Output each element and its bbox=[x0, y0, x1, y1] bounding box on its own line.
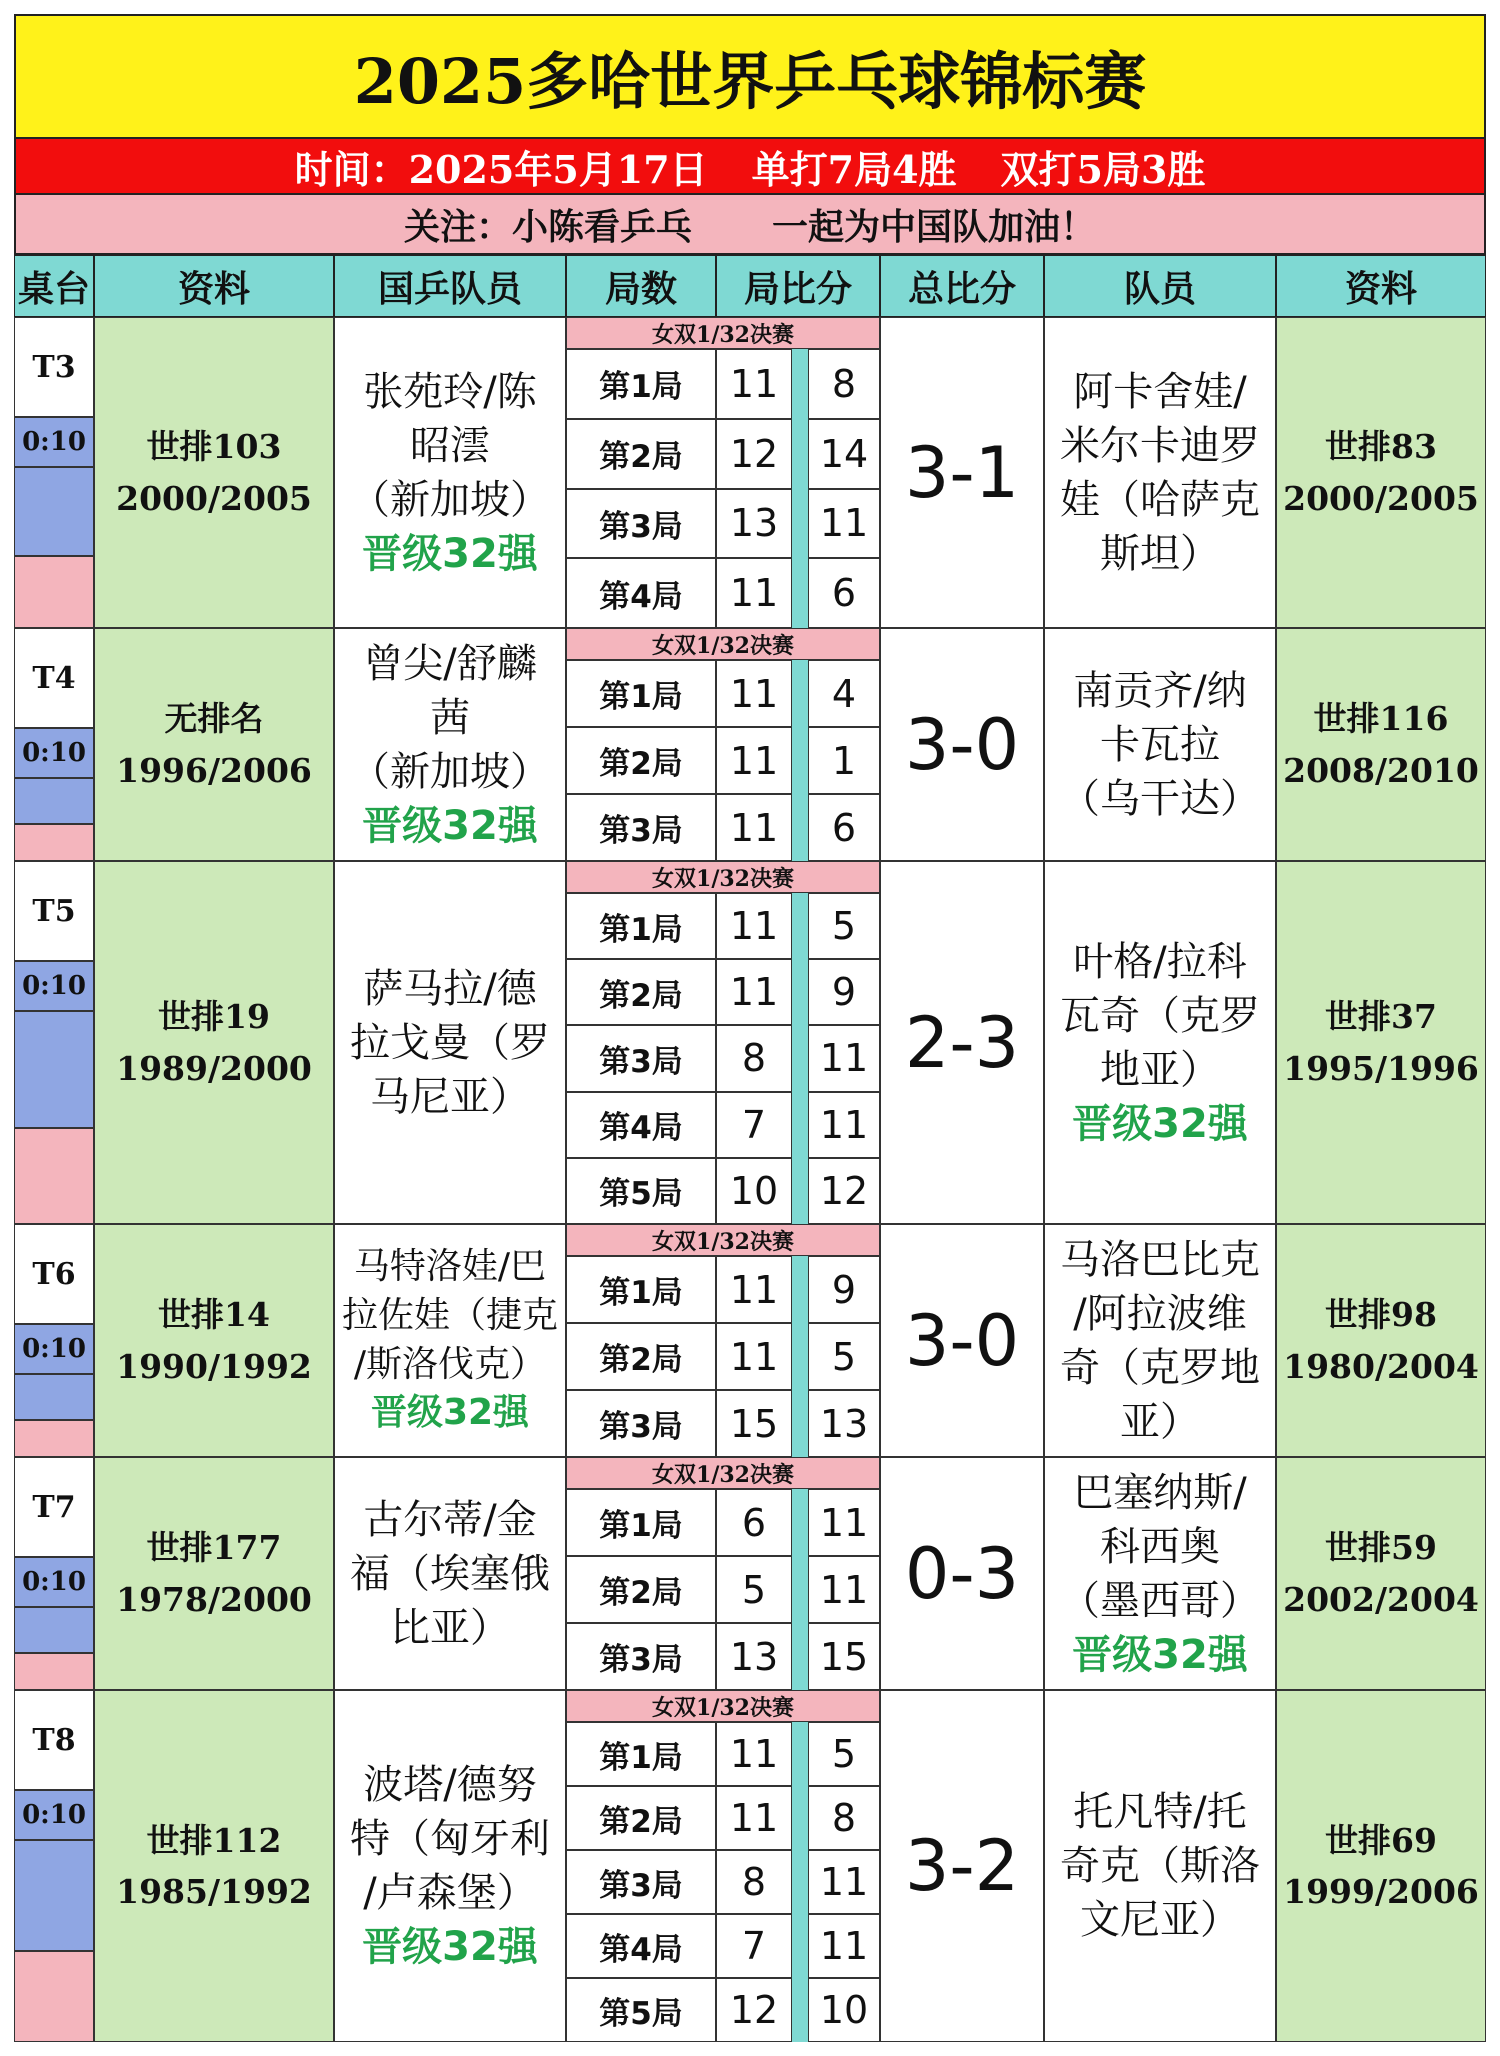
right-game-score: 14 bbox=[808, 419, 880, 489]
right-info-line: 2000/2005 bbox=[1283, 478, 1479, 518]
notice-bar bbox=[14, 195, 1486, 255]
left-info-line: 世排103 bbox=[146, 427, 282, 467]
china-players bbox=[334, 861, 566, 1224]
opponent-players bbox=[1044, 1224, 1276, 1457]
left-game-score: 5 bbox=[716, 1556, 792, 1623]
advance-badge: 晋级32强 bbox=[362, 530, 538, 577]
right-game-score: 11 bbox=[808, 1556, 880, 1623]
table-color-strip bbox=[14, 1011, 94, 1128]
china-players bbox=[334, 1224, 566, 1457]
table-number: T7 bbox=[14, 1457, 94, 1557]
right-game-score: 9 bbox=[808, 959, 880, 1025]
score-divider bbox=[792, 1722, 808, 2042]
table-number: T8 bbox=[14, 1690, 94, 1790]
total-score: 3-1 bbox=[880, 317, 1044, 628]
left-game-score: 11 bbox=[716, 1323, 792, 1390]
player-name-line: （新加坡） bbox=[350, 748, 550, 795]
right-info-line: 1995/1996 bbox=[1283, 1048, 1479, 1088]
cheer-notice: 一起为中国队加油！ bbox=[772, 206, 1097, 248]
china-players bbox=[334, 1457, 566, 1690]
right-info-line: 1980/2004 bbox=[1283, 1346, 1479, 1386]
right-ranking-info bbox=[1276, 317, 1486, 628]
player-name-line: /卢森堡） bbox=[363, 1870, 537, 1916]
total-score: 3-0 bbox=[880, 1224, 1044, 1457]
table-color-strip bbox=[14, 1374, 94, 1420]
right-game-score: 11 bbox=[808, 1914, 880, 1978]
table-color-strip bbox=[14, 824, 94, 861]
player-name-line: 托凡特/托 bbox=[1073, 1789, 1247, 1835]
right-info-line: 2008/2010 bbox=[1283, 750, 1479, 790]
table-color-strip bbox=[14, 1128, 94, 1224]
player-name-line: 特（匈牙利 bbox=[350, 1816, 550, 1862]
right-info-line: 世排59 bbox=[1325, 1528, 1437, 1568]
player-name-line: 地亚） bbox=[1100, 1046, 1220, 1093]
opponent-players bbox=[1044, 1457, 1276, 1690]
player-name-line: 卡瓦拉 bbox=[1100, 721, 1220, 768]
table-color-strip bbox=[14, 1607, 94, 1653]
left-game-score: 10 bbox=[716, 1158, 792, 1224]
opponent-players bbox=[1044, 317, 1276, 628]
china-players bbox=[334, 628, 566, 861]
right-game-score: 1 bbox=[808, 727, 880, 794]
singles-format: 单打7局4胜 bbox=[751, 146, 957, 192]
left-info-line: 世排177 bbox=[146, 1528, 282, 1568]
right-game-score: 8 bbox=[808, 1786, 880, 1850]
right-game-score: 6 bbox=[808, 558, 880, 628]
right-game-score: 5 bbox=[808, 893, 880, 959]
header-right-info: 资料 bbox=[1276, 255, 1486, 317]
advance-badge: 晋级32强 bbox=[1072, 1100, 1248, 1147]
game-number: 第4局 bbox=[566, 1914, 716, 1978]
left-game-score: 11 bbox=[716, 727, 792, 794]
china-players bbox=[334, 317, 566, 628]
player-name-line: 马特洛娃/巴 bbox=[353, 1246, 547, 1288]
player-name-line: 茜 bbox=[430, 694, 470, 741]
left-game-score: 8 bbox=[716, 1025, 792, 1091]
left-game-score: 11 bbox=[716, 558, 792, 628]
opponent-players bbox=[1044, 1690, 1276, 2042]
right-ranking-info bbox=[1276, 861, 1486, 1224]
opponent-players bbox=[1044, 861, 1276, 1224]
player-name-line: 马尼亚） bbox=[370, 1073, 530, 1120]
score-divider bbox=[792, 893, 808, 1224]
right-game-score: 11 bbox=[808, 1025, 880, 1091]
player-name-line: /斯洛伐克） bbox=[353, 1343, 547, 1385]
game-number: 第3局 bbox=[566, 794, 716, 861]
match-time: 0:10 bbox=[14, 417, 94, 467]
round-label: 女双1/32决赛 bbox=[566, 317, 880, 349]
left-ranking-info bbox=[94, 317, 334, 628]
left-game-score: 11 bbox=[716, 1256, 792, 1323]
table-color-strip bbox=[14, 467, 94, 556]
left-info-line: 1978/2000 bbox=[116, 1579, 312, 1619]
player-name-line: 巴塞纳斯/ bbox=[1073, 1469, 1247, 1516]
player-name-line: 昭澐 bbox=[410, 422, 490, 469]
right-ranking-info bbox=[1276, 628, 1486, 861]
page-title: 2025多哈世界乒乓球锦标赛 bbox=[14, 14, 1486, 139]
game-number: 第3局 bbox=[566, 1390, 716, 1457]
round-label: 女双1/32决赛 bbox=[566, 1457, 880, 1489]
china-players bbox=[334, 1690, 566, 2042]
player-name-line: 奇（克罗地 bbox=[1060, 1344, 1260, 1391]
table-number: T4 bbox=[14, 628, 94, 728]
right-info-line: 世排98 bbox=[1325, 1295, 1437, 1335]
table-number: T6 bbox=[14, 1224, 94, 1324]
round-label: 女双1/32决赛 bbox=[566, 1224, 880, 1256]
subheader-bar bbox=[14, 139, 1486, 195]
player-name-line: 拉佐娃（捷克 bbox=[341, 1294, 558, 1336]
right-info-line: 世排83 bbox=[1325, 427, 1437, 467]
table-number: T5 bbox=[14, 861, 94, 961]
score-divider bbox=[792, 1489, 808, 1690]
right-game-score: 13 bbox=[808, 1390, 880, 1457]
right-info-line: 世排116 bbox=[1313, 699, 1449, 739]
game-number: 第5局 bbox=[566, 1158, 716, 1224]
left-game-score: 12 bbox=[716, 419, 792, 489]
header-left-info: 资料 bbox=[94, 255, 334, 317]
right-game-score: 5 bbox=[808, 1722, 880, 1786]
header-games: 局数 bbox=[566, 255, 716, 317]
left-game-score: 11 bbox=[716, 959, 792, 1025]
left-info-line: 世排14 bbox=[158, 1295, 270, 1335]
left-game-score: 7 bbox=[716, 1914, 792, 1978]
follow-notice: 关注：小陈看乒乓 bbox=[403, 206, 692, 248]
header-opponents: 队员 bbox=[1044, 255, 1276, 317]
game-number: 第5局 bbox=[566, 1978, 716, 2042]
player-name-line: 萨马拉/德 bbox=[363, 965, 537, 1012]
match-time: 0:10 bbox=[14, 1790, 94, 1840]
header-china-players: 国乒队员 bbox=[334, 255, 566, 317]
left-info-line: 1990/1992 bbox=[116, 1346, 312, 1386]
table-number: T3 bbox=[14, 317, 94, 417]
player-name-line: 拉戈曼（罗 bbox=[350, 1019, 550, 1066]
left-info-line: 1989/2000 bbox=[116, 1048, 312, 1088]
game-number: 第1局 bbox=[566, 660, 716, 727]
player-name-line: 斯坦） bbox=[1100, 530, 1220, 577]
game-number: 第2局 bbox=[566, 1786, 716, 1850]
game-number: 第1局 bbox=[566, 893, 716, 959]
left-ranking-info bbox=[94, 1457, 334, 1690]
player-name-line: 福（埃塞俄 bbox=[350, 1550, 550, 1597]
right-info-line: 世排69 bbox=[1325, 1820, 1437, 1860]
game-number: 第2局 bbox=[566, 1323, 716, 1390]
right-game-score: 11 bbox=[808, 1850, 880, 1914]
left-game-score: 11 bbox=[716, 893, 792, 959]
player-name-line: 古尔蒂/金 bbox=[363, 1496, 537, 1543]
left-ranking-info bbox=[94, 1690, 334, 2042]
game-number: 第2局 bbox=[566, 959, 716, 1025]
right-game-score: 12 bbox=[808, 1158, 880, 1224]
header-game-scores: 局比分 bbox=[716, 255, 880, 317]
left-game-score: 11 bbox=[716, 1786, 792, 1850]
game-number: 第3局 bbox=[566, 489, 716, 559]
match-time: 0:10 bbox=[14, 728, 94, 778]
match-time: 0:10 bbox=[14, 961, 94, 1011]
left-info-line: 2000/2005 bbox=[116, 478, 312, 518]
table-color-strip bbox=[14, 1420, 94, 1457]
left-info-line: 无排名 bbox=[164, 699, 264, 739]
right-game-score: 8 bbox=[808, 349, 880, 419]
right-ranking-info bbox=[1276, 1690, 1486, 2042]
left-game-score: 12 bbox=[716, 1978, 792, 2042]
score-divider bbox=[792, 660, 808, 861]
doubles-format: 双打5局3胜 bbox=[1000, 146, 1206, 192]
right-game-score: 11 bbox=[808, 1092, 880, 1158]
player-name-line: 曾尖/舒麟 bbox=[363, 640, 537, 687]
player-name-line: 比亚） bbox=[390, 1604, 510, 1651]
player-name-line: /阿拉波维 bbox=[1073, 1290, 1247, 1337]
player-name-line: 叶格/拉科 bbox=[1073, 938, 1247, 985]
total-score: 0-3 bbox=[880, 1457, 1044, 1690]
player-name-line: 马洛巴比克 bbox=[1060, 1236, 1260, 1283]
game-number: 第3局 bbox=[566, 1025, 716, 1091]
player-name-line: 文尼亚） bbox=[1080, 1897, 1240, 1943]
game-number: 第4局 bbox=[566, 558, 716, 628]
header-total-score: 总比分 bbox=[880, 255, 1044, 317]
right-info-line: 1999/2006 bbox=[1283, 1872, 1479, 1911]
player-name-line: 米尔卡迪罗 bbox=[1060, 422, 1260, 469]
right-ranking-info bbox=[1276, 1457, 1486, 1690]
right-game-score: 11 bbox=[808, 1489, 880, 1556]
left-game-score: 13 bbox=[716, 1623, 792, 1690]
player-name-line: （乌干达） bbox=[1060, 775, 1260, 822]
player-name-line: 娃（哈萨克 bbox=[1060, 476, 1260, 523]
advance-badge: 晋级32强 bbox=[362, 1924, 538, 1970]
player-name-line: 瓦奇（克罗 bbox=[1060, 992, 1260, 1039]
left-ranking-info bbox=[94, 628, 334, 861]
game-number: 第2局 bbox=[566, 419, 716, 489]
game-number: 第4局 bbox=[566, 1092, 716, 1158]
right-ranking-info bbox=[1276, 1224, 1486, 1457]
total-score: 3-2 bbox=[880, 1690, 1044, 2042]
left-game-score: 15 bbox=[716, 1390, 792, 1457]
round-label: 女双1/32决赛 bbox=[566, 1690, 880, 1722]
game-number: 第1局 bbox=[566, 349, 716, 419]
table-color-strip bbox=[14, 778, 94, 824]
table-color-strip bbox=[14, 1840, 94, 1951]
round-label: 女双1/32决赛 bbox=[566, 861, 880, 893]
left-game-score: 11 bbox=[716, 794, 792, 861]
player-name-line: （墨西哥） bbox=[1060, 1577, 1260, 1624]
left-info-line: 1985/1992 bbox=[116, 1872, 312, 1911]
player-name-line: 科西奥 bbox=[1100, 1523, 1220, 1570]
table-color-strip bbox=[14, 1951, 94, 2042]
game-number: 第1局 bbox=[566, 1489, 716, 1556]
opponent-players bbox=[1044, 628, 1276, 861]
score-divider bbox=[792, 349, 808, 628]
left-ranking-info bbox=[94, 861, 334, 1224]
right-game-score: 10 bbox=[808, 1978, 880, 2042]
right-game-score: 5 bbox=[808, 1323, 880, 1390]
right-game-score: 11 bbox=[808, 489, 880, 559]
left-game-score: 11 bbox=[716, 349, 792, 419]
results-sheet bbox=[14, 14, 1486, 2042]
left-game-score: 7 bbox=[716, 1092, 792, 1158]
left-game-score: 11 bbox=[716, 1722, 792, 1786]
left-game-score: 8 bbox=[716, 1850, 792, 1914]
table-color-strip bbox=[14, 1653, 94, 1690]
match-time: 0:10 bbox=[14, 1557, 94, 1607]
player-name-line: 张苑玲/陈 bbox=[363, 368, 537, 415]
game-number: 第2局 bbox=[566, 1556, 716, 1623]
player-name-line: 南贡齐/纳 bbox=[1073, 667, 1247, 714]
game-number: 第1局 bbox=[566, 1256, 716, 1323]
left-info-line: 世排112 bbox=[146, 1820, 282, 1860]
advance-badge: 晋级32强 bbox=[370, 1392, 530, 1434]
right-info-line: 2002/2004 bbox=[1283, 1579, 1479, 1619]
table-color-strip bbox=[14, 556, 94, 628]
score-divider bbox=[792, 1256, 808, 1457]
right-game-score: 15 bbox=[808, 1623, 880, 1690]
left-info-line: 1996/2006 bbox=[116, 750, 312, 790]
player-name-line: 阿卡舍娃/ bbox=[1073, 368, 1247, 415]
right-game-score: 4 bbox=[808, 660, 880, 727]
header-table: 桌台 bbox=[14, 255, 94, 317]
left-game-score: 6 bbox=[716, 1489, 792, 1556]
advance-badge: 晋级32强 bbox=[362, 802, 538, 849]
left-ranking-info bbox=[94, 1224, 334, 1457]
left-game-score: 11 bbox=[716, 660, 792, 727]
match-date: 时间：2025年5月17日 bbox=[294, 146, 708, 192]
right-game-score: 6 bbox=[808, 794, 880, 861]
left-game-score: 13 bbox=[716, 489, 792, 559]
game-number: 第3局 bbox=[566, 1623, 716, 1690]
left-info-line: 世排19 bbox=[158, 997, 270, 1037]
player-name-line: 波塔/德努 bbox=[363, 1762, 537, 1808]
game-number: 第2局 bbox=[566, 727, 716, 794]
player-name-line: 奇克（斯洛 bbox=[1060, 1843, 1260, 1889]
game-number: 第1局 bbox=[566, 1722, 716, 1786]
total-score: 3-0 bbox=[880, 628, 1044, 861]
right-game-score: 9 bbox=[808, 1256, 880, 1323]
total-score: 2-3 bbox=[880, 861, 1044, 1224]
round-label: 女双1/32决赛 bbox=[566, 628, 880, 660]
game-number: 第3局 bbox=[566, 1850, 716, 1914]
player-name-line: （新加坡） bbox=[350, 476, 550, 523]
right-info-line: 世排37 bbox=[1325, 997, 1437, 1037]
advance-badge: 晋级32强 bbox=[1072, 1631, 1248, 1678]
match-time: 0:10 bbox=[14, 1324, 94, 1374]
player-name-line: 亚） bbox=[1120, 1398, 1200, 1445]
